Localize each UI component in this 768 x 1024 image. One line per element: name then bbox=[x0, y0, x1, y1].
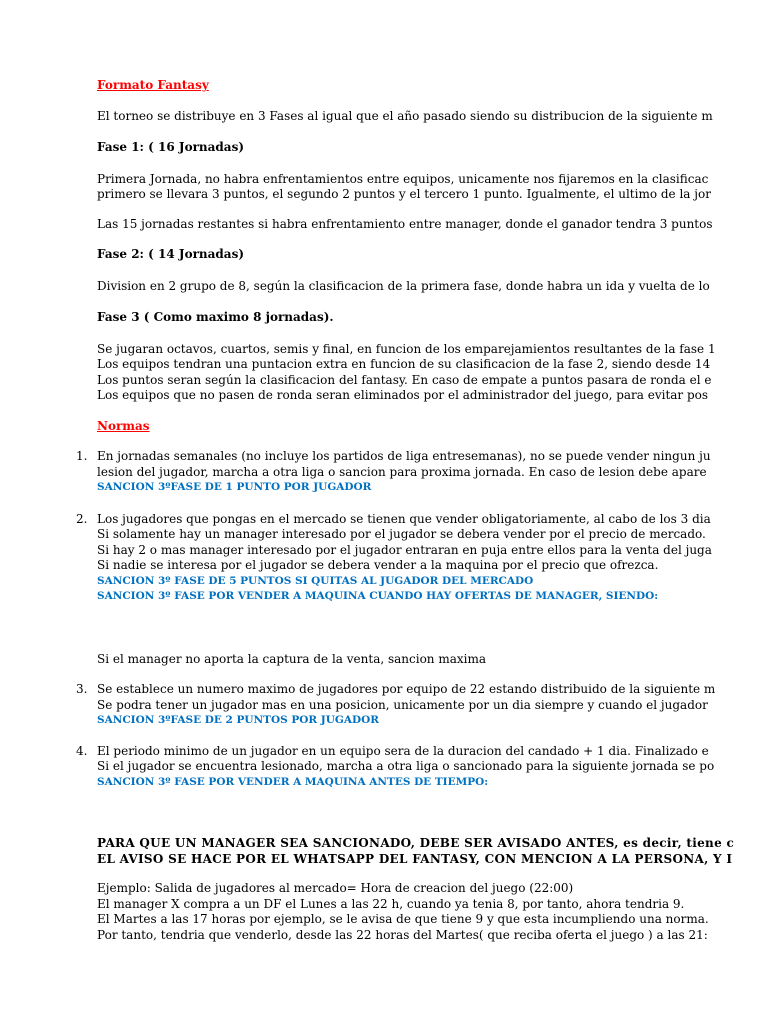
fase1-para2: Las 15 jornadas restantes si habra enfrentamiento entre manager, donde el ganador tendra 3 puntos bbox=[97, 216, 713, 231]
ejemplo-line: Ejemplo: Salida de jugadores al mercado= Hora de creacion del juego (22:00) bbox=[97, 881, 574, 895]
norma-line: Si solamente hay un manager interesado por el jugador se debera vender por el precio de mercado. bbox=[97, 527, 706, 541]
sancion-text: SANCION 3ºFASE DE 2 PUNTOS POR JUGADOR bbox=[97, 714, 379, 726]
norma-line: Se establece un numero maximo de jugadores por equipo de 22 estando distribuido de la siguiente m bbox=[97, 682, 716, 696]
fase3-line: Los puntos seran según la clasificacion del fantasy. En caso de empate a puntos pasara de ronda el e bbox=[97, 372, 712, 387]
norma-line: Si hay 2 o mas manager interesado por el jugador entraran en puja entre ellos para la venta del juga bbox=[97, 542, 712, 557]
sancion-text: SANCION 3º FASE POR VENDER A MAQUINA ANTES DE TIEMPO: bbox=[97, 775, 489, 788]
fase2-heading: Fase 2: ( 14 Jornadas) bbox=[97, 247, 244, 261]
norma-line: lesion del jugador, marcha a otra liga o sancion para proxima jornada. En caso de lesion debe apare bbox=[97, 464, 707, 479]
list-number: 1. bbox=[76, 449, 88, 463]
norma-line: Si el jugador se encuentra lesionado, marcha a otra liga o sancionado para la siguiente jornada se po bbox=[97, 759, 715, 773]
norma-extra: Si el manager no aporta la captura de la venta, sancion maxima bbox=[97, 651, 487, 666]
list-number: 3. bbox=[76, 682, 88, 696]
fase3-line: Se jugaran octavos, cuartos, semis y final, en funcion de los emparejamientos resultantes de la fase 1 bbox=[97, 341, 716, 356]
fase1-para1-line2: primero se llevara 3 puntos, el segundo 2 puntos y el tercero 1 punto. Igualmente, el ultimo de la jor bbox=[97, 187, 711, 201]
norma-item-2 bbox=[76, 511, 712, 668]
aviso-line: EL AVISO SE HACE POR EL WHATSAPP DEL FANTASY, CON MENCION A LA PERSONA, Y I bbox=[97, 851, 733, 866]
document-body bbox=[76, 78, 735, 943]
norma-item-4 bbox=[76, 743, 715, 791]
sancion-text: SANCION 3º FASE POR VENDER A MAQUINA CUANDO HAY OFERTAS DE MANAGER, SIENDO: bbox=[97, 590, 659, 602]
normas-title: Normas bbox=[97, 418, 150, 433]
ejemplo-line: Por tanto, tendria que venderlo, desde las 22 horas del Martes( que reciba oferta el juego ) a las 21: bbox=[97, 927, 708, 942]
norma-line: Los jugadores que pongas en el mercado se tienen que vender obligatoriamente, al cabo de los 3 dia bbox=[97, 511, 711, 526]
fase1-para1-line1: Primera Jornada, no habra enfrentamientos entre equipos, unicamente nos fijaremos en la clasificac bbox=[97, 171, 709, 186]
fase2-para: Division en 2 grupo de 8, según la clasificacion de la primera fase, donde habra un ida y vuelta de lo bbox=[97, 278, 710, 293]
ejemplo-line: El Martes a las 17 horas por ejemplo, se le avisa de que tiene 9 y que esta incumpliendo una norma. bbox=[97, 912, 709, 926]
norma-item-3 bbox=[76, 682, 716, 729]
page-title: Formato Fantasy bbox=[97, 78, 209, 92]
norma-item-1 bbox=[76, 449, 711, 496]
list-number: 4. bbox=[76, 743, 88, 758]
list-number: 2. bbox=[76, 511, 88, 526]
norma-line: Si nadie se interesa por el jugador se debera vender a la maquina por el precio que ofrezca. bbox=[97, 558, 659, 572]
intro-text: El torneo se distribuye en 3 Fases al igual que el año pasado siendo su distribucion de la siguiente m bbox=[97, 108, 713, 123]
aviso-line: PARA QUE UN MANAGER SEA SANCIONADO, DEBE SER AVISADO ANTES, es decir, tiene c bbox=[97, 836, 735, 850]
sancion-text: SANCION 3º FASE DE 5 PUNTOS SI QUITAS AL JUGADOR DEL MERCADO bbox=[97, 574, 534, 587]
fase1-heading: Fase 1: ( 16 Jornadas) bbox=[97, 140, 244, 154]
norma-line: Se podra tener un jugador mas en una posicion, unicamente por un dia siempre y cuando el jugador bbox=[97, 697, 708, 712]
ejemplo-line: El manager X compra a un DF el Lunes a las 22 h, cuando ya tenia 8, por tanto, ahora tendria 9. bbox=[97, 896, 685, 911]
norma-line: El periodo minimo de un jugador en un equipo sera de la duracion del candado + 1 dia. Finalizado e bbox=[97, 743, 709, 758]
fase3-line: Los equipos que no pasen de ronda seran eliminados por el administrador del juego, para evitar pos bbox=[97, 388, 709, 402]
fase3-heading: Fase 3 ( Como maximo 8 jornadas). bbox=[97, 310, 334, 324]
fase3-line: Los equipos tendran una puntacion extra en funcion de su clasificacion de la fase 2, siendo desde 14 bbox=[97, 357, 711, 371]
norma-line: En jornadas semanales (no incluye los partidos de liga entresemanas), no se puede vender ningun ju bbox=[97, 449, 711, 463]
sancion-text: SANCION 3ºFASE DE 1 PUNTO POR JUGADOR bbox=[97, 481, 372, 493]
